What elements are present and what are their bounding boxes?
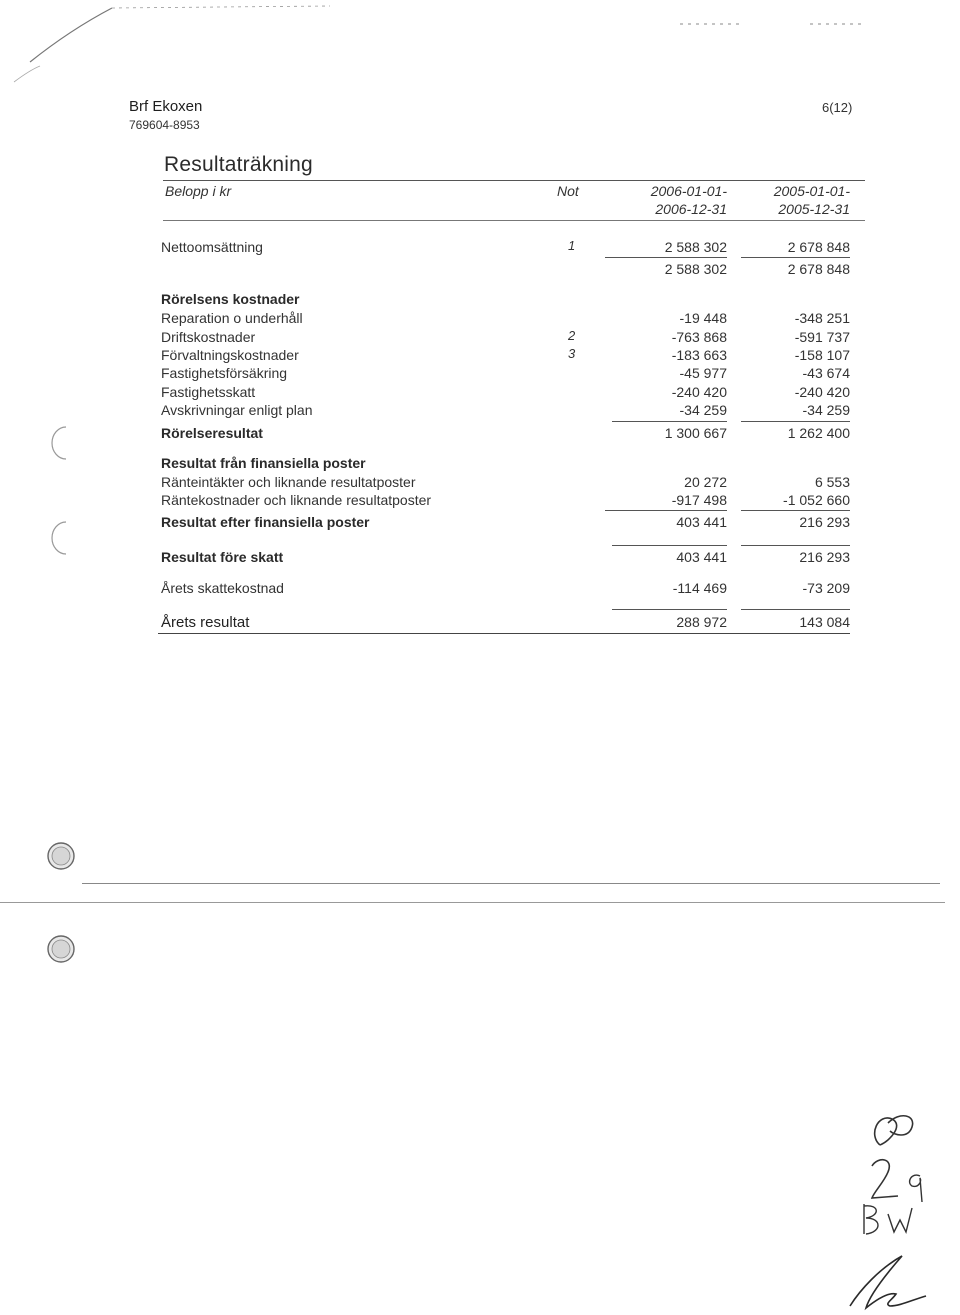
company-name: Brf Ekoxen [129,98,203,115]
label-reparation: Reparation o underhåll [161,310,303,326]
value-2006-fastighetsskatt: -240 420 [671,384,727,400]
value-2006-rantekostnader: -917 498 [671,492,727,508]
page-number: 6(12) [822,100,853,115]
value-2005-ranteintakter: 6 553 [814,474,850,490]
value-2005-rorelseresultat: 1 262 400 [787,425,850,441]
section-rorelsens-kostnader: Rörelsens kostnader [161,291,300,307]
value-2005-forvaltning: -158 107 [794,347,850,363]
scan-artifact-top-right [670,18,870,28]
label-avskrivningar: Avskrivningar enligt plan [161,402,313,418]
value-2006-efter-finansiella: 403 441 [676,514,727,530]
header-rule [163,220,865,221]
value-2005-fore-skatt: 216 293 [799,549,850,565]
label-nettoomsattning: Nettoomsättning [161,239,263,255]
handwritten-initials-mark [860,1105,930,1155]
label-fore-skatt: Resultat före skatt [161,549,284,565]
punch-hole-lower [44,932,78,966]
value-2006-rorelseresultat: 1 300 667 [664,425,727,441]
value-2005-driftskostnader: -591 737 [794,329,850,345]
value-2006-arets-resultat: 288 972 [676,614,727,630]
value-2006-driftskostnader: -763 868 [671,329,727,345]
section-finansiella-poster: Resultat från finansiella poster [161,455,366,471]
handwritten-signature [840,1250,940,1312]
value-2005-nettoomsattning-sum: 2 678 848 [787,261,850,277]
value-2005-skattekostnad: -73 209 [802,580,850,596]
period-2005-to: 2005-12-31 [778,201,850,217]
value-2006-nettoomsattning-sum: 2 588 302 [664,261,727,277]
value-2005-forsakring: -43 674 [802,365,850,381]
label-forsakring: Fastighetsförsäkring [161,365,288,381]
sum-rule-2006 [605,257,727,258]
org-number: 769604-8953 [129,118,200,132]
page-title: Resultaträkning [164,153,313,176]
sum-rule-2005 [741,257,850,258]
label-ranteintakter: Ränteintäkter och liknande resultatposter [161,474,416,490]
value-2006-forvaltning: -183 663 [671,347,727,363]
fore-skatt-rule-2006 [612,545,727,546]
label-skattekostnad: Årets skattekostnad [161,580,284,596]
value-2005-arets-resultat: 143 084 [799,614,850,630]
amount-header: Belopp i kr [165,183,232,199]
value-2005-rantekostnader: -1 052 660 [783,492,850,508]
scan-fold-line-1 [82,883,940,884]
label-arets-resultat: Årets resultat [161,614,250,631]
scan-artifact-corner [0,0,340,90]
arets-rule-2005 [741,609,850,610]
note-forvaltning: 3 [568,346,576,361]
value-2005-reparation: -348 251 [794,310,850,326]
label-forvaltning: Förvaltningskostnader [161,347,299,363]
value-2006-avskrivningar: -34 259 [679,402,727,418]
finans-rule-2005 [741,510,850,511]
handwritten-initials-2g [862,1152,932,1204]
title-rule [163,180,865,181]
arets-rule-2006 [612,609,727,610]
punch-mark-lower [46,518,72,558]
handwritten-initials-bw [858,1198,918,1240]
label-rorelseresultat: Rörelseresultat [161,425,263,441]
finans-rule-2006 [605,510,727,511]
label-fastighetsskatt: Fastighetsskatt [161,384,256,400]
label-rantekostnader: Räntekostnader och liknande resultatposter [161,492,432,508]
fore-skatt-rule-2005 [741,545,850,546]
value-2006-skattekostnad: -114 469 [672,580,727,596]
label-efter-finansiella: Resultat efter finansiella poster [161,514,370,530]
label-driftskostnader: Driftskostnader [161,329,256,345]
value-2005-fastighetsskatt: -240 420 [794,384,850,400]
note-header: Not [557,183,579,199]
value-2006-nettoomsattning: 2 588 302 [664,239,727,255]
value-2006-reparation: -19 448 [679,310,727,326]
period-2006-to: 2006-12-31 [655,201,727,217]
note-driftskostnader: 2 [568,328,576,343]
rorelse-rule-2005 [741,421,850,422]
bottom-rule [158,633,850,634]
scan-fold-line-2 [0,902,945,903]
punch-hole-upper [44,839,78,873]
value-2005-efter-finansiella: 216 293 [799,514,850,530]
rorelse-rule-2006 [612,421,727,422]
value-2006-fore-skatt: 403 441 [676,549,727,565]
punch-mark-upper [46,423,72,463]
value-2006-forsakring: -45 977 [679,365,727,381]
period-2005-from: 2005-01-01- [773,183,850,199]
note-nettoomsattning: 1 [568,238,576,253]
period-2006-from: 2006-01-01- [650,183,727,199]
value-2005-avskrivningar: -34 259 [802,402,850,418]
value-2006-ranteintakter: 20 272 [684,474,727,490]
value-2005-nettoomsattning: 2 678 848 [787,239,850,255]
